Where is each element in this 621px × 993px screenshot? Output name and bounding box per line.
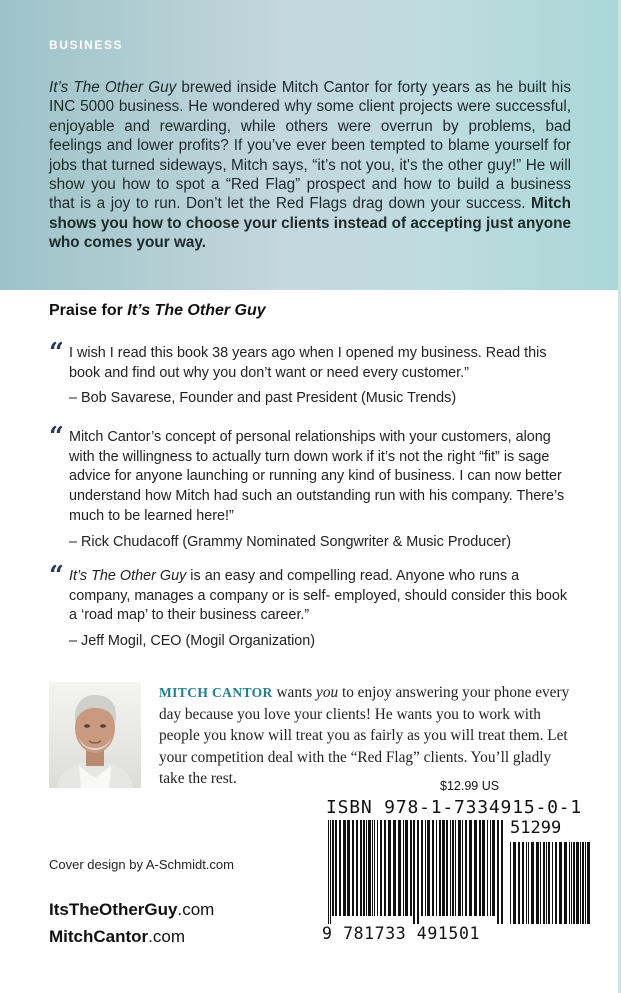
barcode-bar xyxy=(398,820,401,916)
barcode-bar xyxy=(487,820,488,916)
barcode-addon-bar xyxy=(582,842,584,924)
description-bold: Mitch shows you how to choose your clients instead of accepting just anyone who comes your way. xyxy=(49,195,571,252)
testimonial-text: It’s The Other Guy is an easy and compelling read. Anyone who runs a company, manages a company or is self- employed, should consider this book a ‘road map’ to their business career.” xyxy=(69,568,568,624)
description-text: brewed inside Mitch Cantor for forty years as he built his INC 5000 business. He wondered why some client projects were successful, enjoyable and rewarding, while others were overrun by problems, bad feelings and lower profits? If you’ve ever been tempted to blame yourself for jobs that turned sideways, Mitch says, “it’s not you, it's the other guy!” He will show you how to spot a “Red Flag” prospect and how to build a business that is a joy to run. Don’t let the Red Flags drag down your success. xyxy=(49,79,571,213)
barcode-bar xyxy=(492,820,495,916)
barcode-addon-bar xyxy=(587,842,590,924)
testimonial-text: Mitch Cantor’s concept of personal relationships with your customers, along with the willingness to actually turn down work if it’s not the right “fit” is sage advice for anyone launching or running any kind of business. I can now better understand how Mitch had such an outstanding run with his company. There’s much to be learned here!” xyxy=(69,429,565,524)
author-bio: MITCH CANTOR wants you to enjoy answering your phone every day because you love your clients! He wants you to work with people you know will treat you as fairly as you will treat them. Let your competition deal with the “Red Flag” clients. You’ll gladly take the rest. xyxy=(159,684,570,787)
barcode-bar xyxy=(442,820,445,916)
barcode-bar xyxy=(450,820,451,916)
barcode-bar xyxy=(452,820,454,916)
barcode-addon-bar xyxy=(528,842,529,924)
barcode-bar xyxy=(427,820,430,916)
website-link[interactable]: MitchCantor.com xyxy=(49,927,186,946)
barcode-bar xyxy=(455,820,456,916)
author-bio-emphasis: you xyxy=(316,684,339,701)
barcode-bar xyxy=(432,820,434,916)
price: $12.99 US xyxy=(440,779,500,793)
barcode-bar xyxy=(380,820,382,916)
barcode-bar xyxy=(388,820,391,916)
barcode-bar xyxy=(474,820,477,916)
barcode-bar xyxy=(393,820,396,916)
barcode-addon-bar xyxy=(569,842,570,924)
barcode-bar xyxy=(410,820,412,916)
barcode-addon-bar xyxy=(571,842,572,924)
category-label: BUSINESS xyxy=(49,38,124,52)
designer-link[interactable]: A-Schmidt.com xyxy=(145,857,234,872)
barcode-bar xyxy=(439,820,441,916)
testimonial-attribution: – Jeff Mogil, CEO (Mogil Organization) xyxy=(69,633,316,650)
barcode-bar xyxy=(356,820,358,916)
testimonial xyxy=(49,422,569,552)
barcode-addon-bar xyxy=(526,842,527,924)
barcode-bar xyxy=(352,820,354,916)
testimonial-book-title: It’s The Other Guy xyxy=(69,568,187,584)
barcode-addon-bar xyxy=(543,842,545,924)
barcode-bar xyxy=(339,820,341,916)
barcode-bar xyxy=(347,820,350,916)
barcode-bar xyxy=(377,820,378,916)
author-name: MITCH CANTOR xyxy=(159,685,273,700)
quote-mark: “ xyxy=(49,338,64,368)
testimonial-attribution: – Bob Savarese, Founder and past President (Music Trends) xyxy=(69,390,457,407)
barcode-bar xyxy=(368,820,371,916)
quote-mark: “ xyxy=(49,422,64,452)
barcode-addon-bar xyxy=(564,842,567,924)
barcode-bar xyxy=(446,820,448,916)
barcode-bar xyxy=(403,820,404,916)
barcode-addon-bar xyxy=(576,842,579,924)
barcode-bar xyxy=(328,820,329,924)
barcode-bar xyxy=(384,820,386,916)
barcode-addon-bar xyxy=(546,842,547,924)
barcode-bar xyxy=(405,820,408,916)
barcode-addon-bar xyxy=(559,842,562,924)
barcode-bar xyxy=(374,820,375,916)
cover-design-credit: Cover design by A-Schmidt.com xyxy=(49,857,234,872)
barcode-bar xyxy=(465,820,467,916)
barcode-addon-bar xyxy=(522,842,524,924)
praise-heading: Praise for It’s The Other Guy xyxy=(49,302,266,319)
barcode-addon-bar xyxy=(580,842,581,924)
book-title: It’s The Other Guy xyxy=(49,79,177,96)
barcode-addon-bar xyxy=(531,842,534,924)
barcode-bar xyxy=(501,820,503,924)
barcode-bar xyxy=(421,820,423,916)
website-link[interactable]: ItsTheOtherGuy.com xyxy=(49,900,215,919)
barcode-addon-bar xyxy=(536,842,539,924)
praise-title: It’s The Other Guy xyxy=(127,302,266,319)
barcode-bar xyxy=(458,820,461,916)
barcode-addon-bar xyxy=(585,842,586,924)
barcode-bar xyxy=(413,820,415,924)
barcode-bar xyxy=(469,820,472,916)
barcode-addon-bar xyxy=(518,842,520,924)
isbn-text: ISBN 978-1-7334915-0-1 xyxy=(326,797,583,818)
barcode-bar xyxy=(372,820,373,916)
quote-mark: “ xyxy=(49,561,64,591)
barcode-addon-bar xyxy=(513,842,516,924)
barcode-addon-bar xyxy=(540,842,541,924)
barcode-bar xyxy=(425,820,426,916)
testimonial-attribution: – Rick Chudacoff (Grammy Nominated Songwriter & Music Producer) xyxy=(69,533,511,550)
barcode-bar xyxy=(490,820,491,916)
barcode-bar xyxy=(479,820,481,916)
testimonial xyxy=(49,338,569,408)
barcode-bar xyxy=(436,820,437,916)
barcode-bar xyxy=(360,820,362,916)
barcode-bar xyxy=(462,820,463,916)
barcode-addon-bar xyxy=(555,842,557,924)
barcode-addon-bar xyxy=(510,842,511,924)
barcode-bar xyxy=(363,820,365,916)
testimonial-text: I wish I read this book 38 years ago when I opened my business. Read this book and find out why you don’t want or need every customer.” xyxy=(69,345,547,381)
barcode-bar xyxy=(330,820,331,924)
barcode-bar xyxy=(417,820,419,924)
barcode-addon-bar xyxy=(552,842,553,924)
barcode-bar xyxy=(343,820,346,916)
barcode-bar xyxy=(335,820,337,916)
barcode-bar xyxy=(482,820,485,916)
author-photo xyxy=(49,682,141,788)
book-description xyxy=(49,78,571,253)
barcode-bar xyxy=(366,820,367,916)
barcode-bar xyxy=(332,820,334,916)
barcode-bar xyxy=(497,820,499,924)
barcode-number: 9 781733 491501 xyxy=(322,924,481,943)
testimonial xyxy=(49,561,569,651)
price-addon-code: 51299 xyxy=(510,818,562,838)
barcode-addon-bar xyxy=(573,842,575,924)
barcode-addon-bar xyxy=(548,842,550,924)
